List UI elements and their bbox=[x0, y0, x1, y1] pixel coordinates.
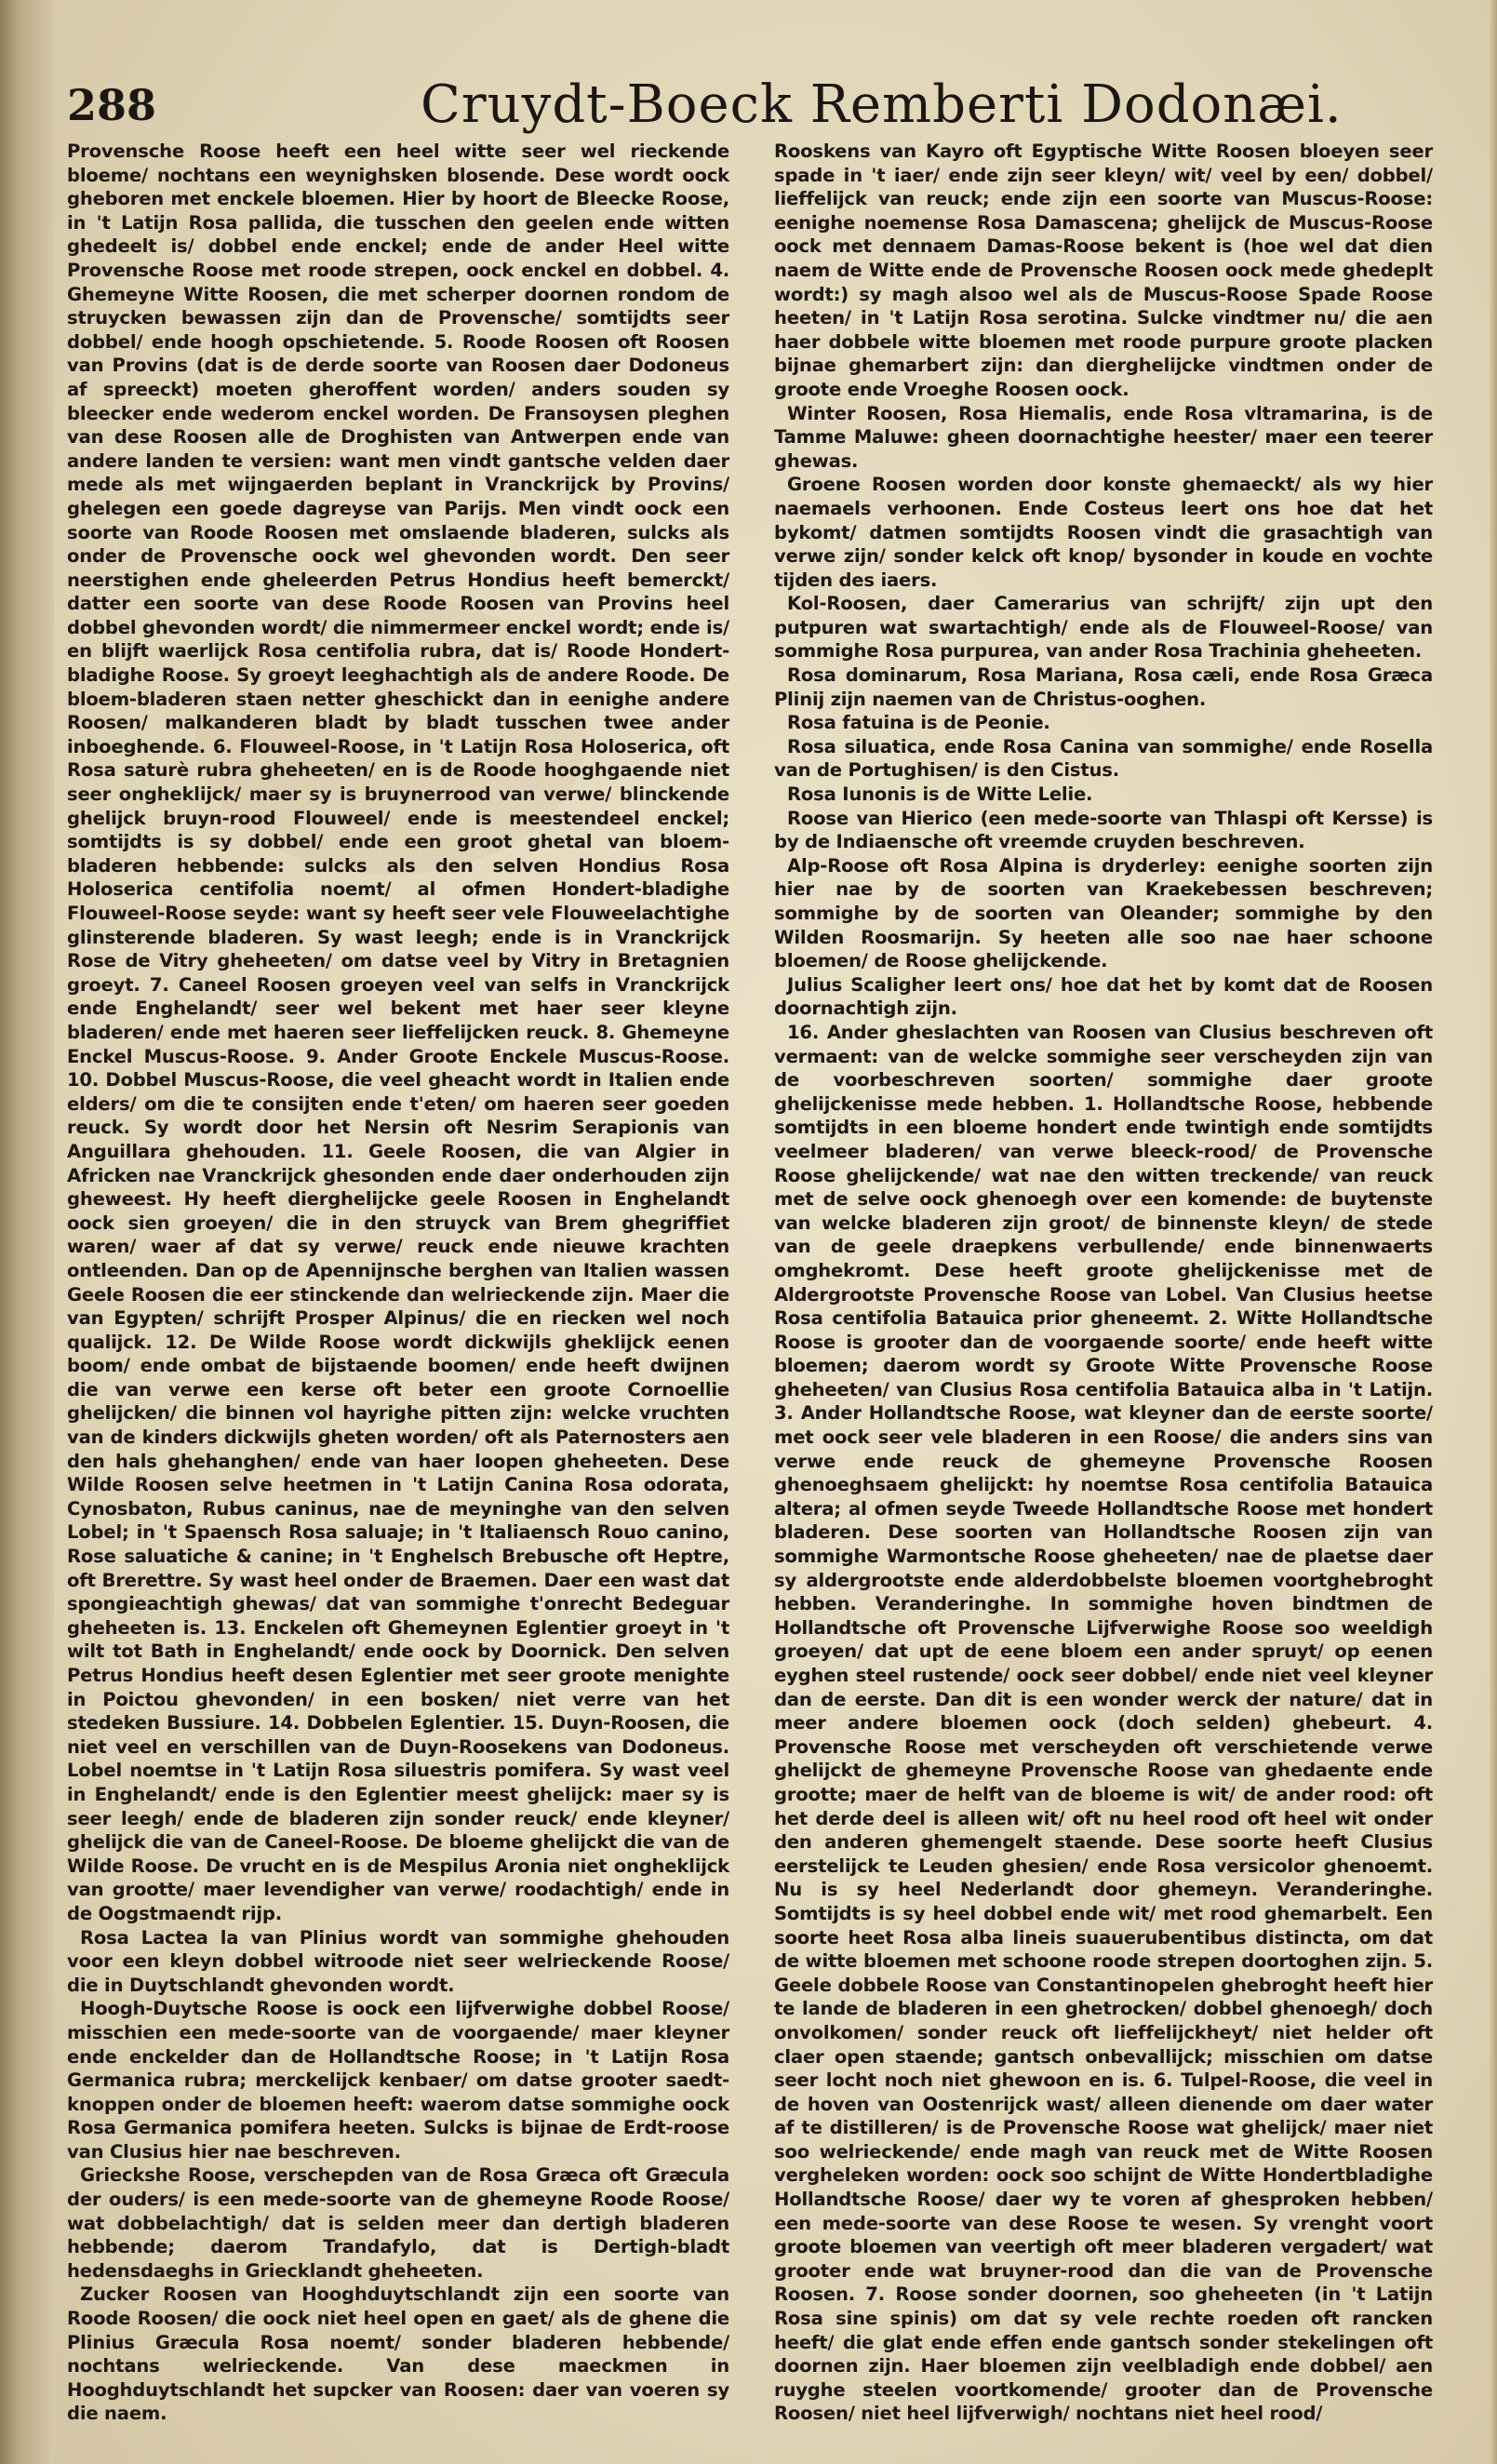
binding-gutter-shadow bbox=[0, 0, 54, 2464]
paragraph: Rooskens van Kayro oft Egyptische Witte Roosen bloeyen seer spade in 't iaer/ ende zijn seer kleyn/ wit/ veel by een/ dobbel/ lieffelijck van reuck; ende zijn een soorte van Muscus-Roose: eenighe noemense Rosa Damascena; ghelijck de Muscus-Roose oock met dennaem Damas-Roose bekent is (hoe wel dat dien naem de Witte ende de Provensche Roosen oock mede ghedeplt wordt:) sy magh alsoo wel als de Muscus-Roose Spade Roose heeten/ in 't Latijn Rosa serotina. Sulcke vindtmer nu/ die aen haer dobbele witte bloemen met roode purpure groote placken bijnae ghemarbert zijn: dan dierghelijcke vindtmen onder de groote ende Vroeghe Roosen oock. bbox=[774, 141, 1433, 400]
paragraph: Groene Roosen worden door konste ghemaeckt/ als wy hier naemaels verhoonen. Ende Costeus leert ons hoe dat het bykomt/ datmen somtijdts Roosen vindt die grasachtigh van verwe zijn/ sonder kelck oft knop/ bysonder in koude en vochte tijden des iaers. bbox=[774, 474, 1433, 591]
paragraph: Winter Roosen, Rosa Hiemalis, ende Rosa vltramarina, is de Tamme Maluwe: gheen doornachtighe heester/ maer een teerer ghewas. bbox=[774, 402, 1433, 472]
paragraph: Hoogh-Duytsche Roose is oock een lijfverwighe dobbel Roose/ misschien een mede-soorte van de voorgaende/ maer kleyner ende enckelder dan de Hollandtsche Roose; in 't Latijn Rosa Germanica rubra; merckelijck kenbaer/ om datse grooter saedt-knoppen onder de bloemen heeft: waerom datse sommighe oock Rosa Germanica pomifera heeten. Sulcks is bijnae de Erdt-roose van Clusius hier nae beschreven. bbox=[67, 1998, 729, 2163]
paragraph: Rosa fatuina is de Peonie. bbox=[787, 712, 1050, 734]
paragraph: Julius Scaligher leert ons/ hoe dat het by komt dat de Roosen doornachtigh zijn. bbox=[774, 973, 1433, 1020]
paragraph: Rosa Iunonis is de Witte Lelie. bbox=[787, 783, 1093, 806]
paragraph: Provensche Roose heeft een heel witte seer wel rieckende bloeme/ nochtans een weynighsken blosende. Dese wordt oock gheboren met enckele bloemen. Hier by hoort de Bleecke Roose, in 't Latijn Rosa pallida, die tusschen den geelen ende witten ghedeelt is/ dobbel ende enckel; ende de ander Heel witte Provensche Roose met roode strepen, oock enckel en dobbel. 4. Ghemeyne Witte Roosen, die met scherper doornen rondom de struycken bewassen zijn dan de Provensche/ somtijdts seer dobbel/ ende hoogh opschietende. 5. Roode Roosen oft Roosen van Provins (dat is de derde soorte van Roosen daer Dodoneus af spreeckt) moeten gheroffent worden/ anders souden sy bleecker ende wederom enckel worden. De Fransoysen pleghen van dese Roosen alle de Droghisten van Antwerpen ende van andere landen te versien: want men vindt gantsche velden daer mede als met wijngaerden beplant in Vranckrijck by Provins/ ghelegen een goede dagreyse van Parijs. Men vindt oock een soorte van Roode Roosen met omslaende bladeren, sulcks als onder de Provensche oock wel ghevonden wordt. Den seer neerstighen ende gheleerden Petrus Hondius heeft bemerckt/ datter een soorte van dese Roode Roosen van Provins heel dobbel ghevonden wordt/ die nimmermeer enckel wordt; ende is/ en blijft waerlijck Rosa centifolia rubra, dat is/ Roode Hondert-bladighe Roose. Sy groeyt leeghachtigh als de andere Roode. De bloem-bladeren staen netter gheschickt dan in eenighe andere Roosen/ malkanderen bladt by bladt tusschen twee ander inboeghende. 6. Flouweel-Roose, in 't Latijn Rosa Holoserica, oft Rosa saturè rubra gheheeten/ en is de Roode hooghgaende niet seer ongheklijck/ maer sy is bruynerrood van verwe/ blinckende ghelijck bruyn-rood Flouweel/ ende is meestendeel enckel; somtijdts is sy dobbel/ ende een groot ghetal van bloem-bladeren hebbende: sulcks als den selven Hondius Rosa Holoserica centifolia noemt/ al ofmen Hondert-bladighe Flouweel-Roose seyde: want sy heeft seer vele Flouweelachtighe glinsterende bladeren. Sy wast leegh; ende is in Vranckrijck Rose de Vitry gheheeten/ om datse veel by Vitry in Bretagnien groeyt. 7. Caneel Roosen groeyen veel van selfs in Vranckrijck ende Enghelandt/ seer wel bekent met haer seer kleyne bladeren/ ende met haeren seer lieffelijcken reuck. 8. Ghemeyne Enckel Muscus-Roose. 9. Ander Groote Enckele Muscus-Roose. 10. Dobbel Muscus-Roose, die veel gheacht wordt in Italien ende elders/ om die te consijten ende t'eten/ om haeren seer goeden reuck. Sy wordt door het Nersin oft Nesrim Serapionis van Anguillara ghehouden. 11. Geele Roosen, die van Algier in Africken nae Vranckrijck ghesonden ende daer onderhouden zijn gheweest. Hy heeft dierghelijcke geele Roosen in Enghelandt oock sien groeyen/ die in den struyck van Brem ghegriffiet waren/ waer af dat sy verwe/ reuck ende nieuwe krachten ontleenden. Dan op de Apennijnsche berghen van Italien wassen Geele Roosen die eer stinckende dan welrieckende zijn. Maer die van Egypten/ schrijft Prosper Alpinus/ die en riecken wel noch qualijck. 12. De Wilde Roose wordt dickwijls gheklijck eenen boom/ ende ombat de bijstaende boomen/ ende heeft dwijnen die van verwe een kerse oft beter een groote Cornoellie ghelijcken/ die binnen vol hayrighe pitten zijn: welcke vruchten van de kinders dickwijls gheten worden/ oft als Paternosters aen den hals ghehanghen/ ende van haer loopen gheheeten. Dese Wilde Roosen selve heetmen in 't Latijn Canina Rosa odorata, Cynosbaton, Rubus caninus, nae de meyninghe van den selven Lobel; in 't Spaensch Rosa saluaje; in 't Italiaensch Rouo canino, Rose saluatiche & canine; in 't Enghelsch Brebusche oft Heptre, oft Brerettre. Sy wast heel onder de Braemen. Daer een wast dat spongieachtigh ghewas/ dat van sommighe t'onrecht Bedeguar gheheeten is. 13. Enckelen oft Ghemeynen Eglentier groeyt in 't wilt tot Bath in Enghelandt/ ende oock by Doornick. Den selven Petrus Hondius heeft desen Eglentier met seer groote menighte in Poictou ghevonden/ in een bosken/ niet verre van het stedeken Bussiure. 14. Dobbelen Eglentier. 15. Duyn-Roosen, die niet veel en verschillen van de Duyn-Roosekens van Dodoneus. Lobel noemtse in 't Latijn Rosa siluestris pomifera. Sy wast veel in Enghelandt/ ende is den Eglentier meest ghelijck: maer sy is seer leegh/ ende de bladeren zijn sonder reuck/ ende kleyner/ ghelijck die van de Caneel-Roose. De bloeme ghelijckt die van de Wilde Roose. De vrucht en is de Mespilus Aronia niet ongheklijck van grootte/ maer levendigher van verwe/ roodachtigh/ ende in de Oogstmaendt rijp. bbox=[67, 141, 729, 1924]
page-header bbox=[67, 74, 1425, 136]
page-number: 288 bbox=[67, 80, 157, 130]
paragraph: Rosa dominarum, Rosa Mariana, Rosa cæli, ende Rosa Græca Plinij zijn naemen van de Christus-ooghen. bbox=[774, 664, 1433, 710]
paragraph: Zucker Roosen van Hooghduytschlandt zijn een soorte van Roode Roosen/ die oock niet heel open en gaet/ als de ghene die Plinius Græcula Rosa noemt/ sonder bladeren hebbende/ nochtans welrieckende. Van dese maeckmen in Hooghduytschlandt het supcker van Roosen: daer van voeren sy die naem. bbox=[67, 2283, 729, 2425]
paragraph: Grieckshe Roose, verschepden van de Rosa Græca oft Græcula der ouders/ is een mede-soorte van de ghemeyne Roode Roose/ wat dobbelachtigh/ dat is selden meer dan dertigh bladeren hebbende; daerom Trandafylo, dat is Dertigh-bladt hedensdaeghs in Griecklandt gheheeten. bbox=[67, 2164, 729, 2282]
paragraph: Roose van Hierico (een mede-soorte van Thlaspi oft Kersse) is by de Indiaensche oft vreemde cruyden beschreven. bbox=[774, 807, 1433, 853]
running-head: Cruydt-Boeck Remberti Dodonæi. bbox=[421, 74, 1343, 135]
paragraph: Rosa Lactea la van Plinius wordt van sommighe ghehouden voor een kleyn dobbel witroode niet seer welrieckende Roose/ die in Duytschlandt ghevonden wordt. bbox=[67, 1926, 729, 1996]
left-text-column bbox=[67, 140, 729, 2425]
page-edge-shadow bbox=[1490, 0, 1497, 2464]
paragraph: 16. Ander gheslachten van Roosen van Clusius beschreven oft vermaent: van de welcke sommighe seer verscheyden zijn van de voorbeschreven soorten/ sommighe daer groote ghelijckenisse mede hebben. 1. Hollandtsche Roose, hebbende somtijdts in een bloeme hondert ende twintigh ende somtijdts veelmeer bladeren/ van verwe bleeck-rood/ de Provensche Roose ghelijckende/ wat nae den witten treckende/ van reuck met de selve oock ghenoegh over een komende: de buytenste van welcke bladeren zijn groot/ de binnenste kleyn/ de stede van de geele draepkens verbullende/ ende binnenwaerts omghekromt. Dese heeft groote ghelijckenisse met de Aldergrootste Provensche Roose van Lobel. Van Clusius heetse Rosa centifolia Batauica prior gheneemt. 2. Witte Hollandtsche Roose is grooter dan de voorgaende soorte/ ende heeft witte bloemen; daerom wordt sy Groote Witte Provensche Roose gheheeten/ van Clusius Rosa centifolia Batauica alba in 't Latijn. 3. Ander Hollandtsche Roose, wat kleyner dan de eerste soorte/ met oock seer vele bladeren in een Roose/ die anders sins van verwe ende reuck de ghemeyne Provensche Roosen ghenoeghsaem ghelijckt: hy noemtse Rosa centifolia Batauica altera; al ofmen seyde Tweede Hollandtsche Roose met hondert bladeren. Dese soorten van Hollandtsche Roosen zijn van sommighe Warmontsche Roose gheheeten/ nae de plaetse daer sy aldergrootste ende alderdobbelste bloemen voortghebroght hebben. Veranderinghe. In sommighe hoven bindtmen de Hollandtsche oft Provensche Lijfverwighe Roose soo weeldigh groeyen/ dat upt de eene bloem een ander spruyt/ op eenen eyghen steel rustende/ oock seer dobbel/ ende niet veel kleyner dan de eerste. Dan dit is een wonder werck der nature/ dat in meer andere bloemen oock (doch selden) ghebeurt. 4. Provensche Roose met verscheyden oft verschietende verwe ghelijckt de ghemeyne Provensche Roose van ghedaente ende grootte; maer de helft van de bloeme is wit/ de ander rood: oft het derde deel is alleen wit/ oft nu heel rood oft heel wit onder den anderen ghemengelt staende. Dese soorte heeft Clusius eerstelijck te Leuden ghesien/ ende Rosa versicolor ghenoemt. Nu is sy heel Nederlandt door ghemeyn. Veranderinghe. Somtijdts is sy heel dobbel ende wit/ met rood ghemarbelt. Een soorte heet Rosa alba lineis suauerubentibus distincta, om dat de witte bloemen met schoone roode strepen doortoghen zijn. 5. Geele dobbele Roose van Constantinopelen ghebroght heeft hier te lande de bladeren in een ghetrocken/ dobbel ghenoegh/ doch onvolkomen/ sonder reuck oft lieffelijckheyt/ niet helder oft claer open staende; gantsch onbevallijck; misschien om datse seer locht noch niet ghewoon en is. 6. Tulpel-Roose, die veel in de hoven van Oostenrijck wast/ alleen dienende om daer water af te distilleren/ is de Provensche Roose wat ghelijck/ maer niet soo welrieckende/ ende magh van reuck met de Witte Roosen vergheleken worden: oock soo schijnt de Witte Hondertbladighe Hollandtsche Roose/ daer wy te voren af ghesproken hebben/ een mede-soorte van dese Roose te wesen. Sy vrenght voort groote bloemen van veertigh oft meer bladeren vergadert/ wat grooter ende wat bruyner-rood dan die van de Provensche Roosen. 7. Roose sonder doornen, soo gheheeten (in 't Latijn Rosa sine spinis) om dat sy vele rechte roeden oft rancken heeft/ die glat ende effen ende gantsch sonder stekelingen oft doornen zijn. Haer bloemen zijn veelbladigh ende dobbel/ aen ruyghe steelen voortkomende/ grooter dan de Provensche Roosen/ niet heel lijfverwigh/ nochtans niet heel rood/ bbox=[774, 1021, 1433, 2425]
paragraph: Kol-Roosen, daer Camerarius van schrijft/ zijn upt den putpuren wat swartachtigh/ ende als de Flouweel-Roose/ van sommighe Rosa purpurea, van ander Rosa Trachinia gheheeten. bbox=[774, 593, 1433, 663]
paragraph: Rosa siluatica, ende Rosa Canina van sommighe/ ende Rosella van de Portughisen/ is den Cistus. bbox=[774, 735, 1433, 782]
paragraph: Alp-Roose oft Rosa Alpina is dryderley: eenighe soorten zijn hier nae by de soorten van Kraekebessen beschreven; sommighe by de soorten van Oleander; sommighe by den Wilden Roosmarijn. Sy heeten alle soo nae haer schoone bloemen/ de Roose ghelijckende. bbox=[774, 854, 1433, 972]
right-text-column bbox=[774, 140, 1433, 2425]
